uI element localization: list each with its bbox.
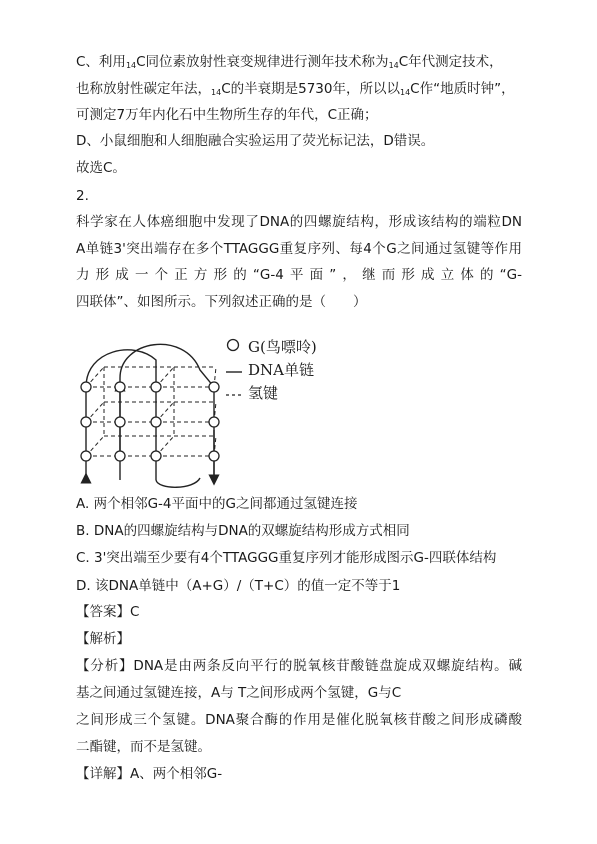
question-number: 2.: [76, 188, 89, 204]
solid-line-icon: [226, 359, 248, 382]
option-d: D. 该DNA单链中（A+G）/（T+C）的值一定不等于1: [76, 578, 401, 594]
prev-option-c-line2: 也称放射性碳定年法，14C的半衰期是5730年，所以以14C作“地质时钟”，: [76, 81, 515, 97]
circle-icon: [226, 336, 248, 359]
question-stem-line2: A单链3'突出端存在多个TTAGGG重复序列、每4个G之间通过氢键等作用: [76, 241, 522, 257]
fenxi-line2: 基之间通过氢键连接，A与 T之间形成两个氢键，G与C: [76, 685, 402, 701]
fenxi-line1: 【分析】DNA是由两条反向平行的脱氧核苷酸链盘旋成双螺旋结构。碱: [76, 658, 522, 674]
fenxi-line3: 之间形成三个氢键。DNA聚合酶的作用是催化脱氧核苷酸之间形成磷酸: [76, 712, 522, 728]
question-stem-line4: 四联体”、如图所示。下列叙述正确的是（ ）: [76, 294, 367, 310]
option-b: B. DNA的四螺旋结构与DNA的双螺旋结构形成方式相同: [76, 523, 410, 539]
question-stem-line1: 科学家在人体癌细胞中发现了DNA的四螺旋结构，形成该结构的端粒DN: [76, 214, 522, 230]
legend-label-hbond: 氢键: [248, 384, 279, 402]
fenxi-line4: 二酯键，而不是氢键。: [76, 739, 211, 755]
legend-row-dna: [226, 359, 317, 382]
prev-option-d: D、小鼠细胞和人细胞融合实验运用了荧光标记法，D错误。: [76, 133, 435, 149]
dna-strand: [86, 344, 214, 487]
prev-option-c-line1: C、利用14C同位素放射性衰变规律进行测年技术称为14C年代测定技术，: [76, 54, 503, 70]
prev-conclusion: 故选C。: [76, 160, 126, 176]
figure-legend: [226, 336, 317, 405]
question-stem-line3: 力形成一个正方形的“G-4平面”，继而形成立体的“G-: [76, 267, 522, 283]
legend-label-dna: DNA单链: [248, 361, 314, 379]
dashed-line-icon: [226, 382, 248, 405]
legend-row-g: [226, 336, 317, 359]
legend-label-g: G(鸟嘌呤): [248, 338, 317, 356]
detail-line: 【详解】A、两个相邻G-: [76, 766, 223, 782]
analysis-tag: 【解析】: [76, 631, 130, 647]
prev-option-c-line3: 可测定7万年内化石中生物所生存的年代，C正确；: [76, 107, 378, 123]
answer-line: 【答案】C: [76, 604, 140, 620]
legend-row-hbond: [226, 382, 317, 405]
hydrogen-bond-lines: [86, 367, 216, 456]
option-c: C. 3'突出端至少要有4个TTAGGG重复序列才能形成图示G-四联体结构: [76, 550, 497, 566]
option-a: A. 两个相邻G-4平面中的G之间都通过氢键连接: [76, 496, 358, 512]
